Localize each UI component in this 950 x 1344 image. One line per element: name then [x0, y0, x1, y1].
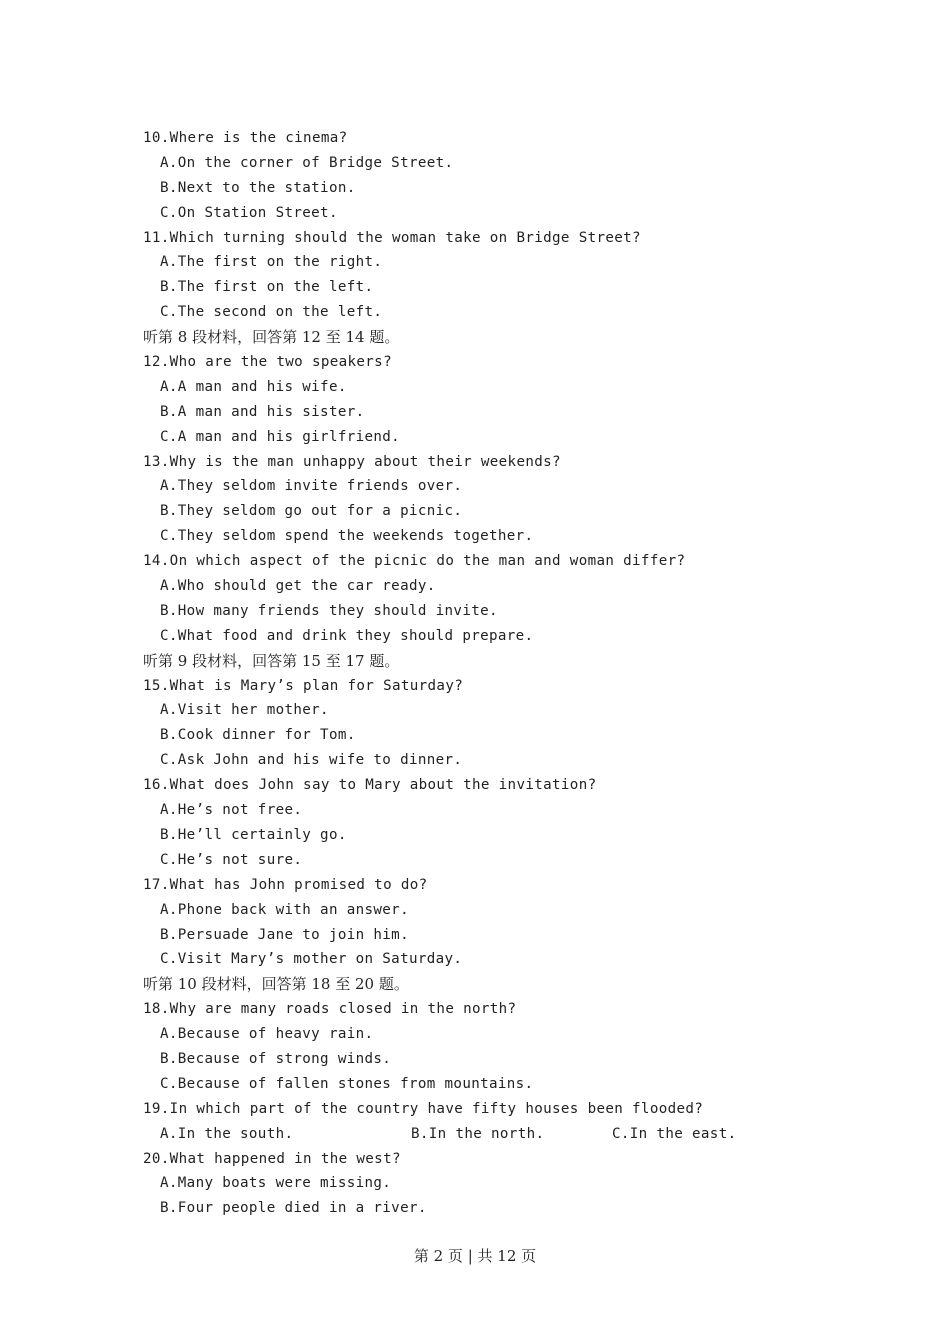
answer-option: B.How many friends they should invite.	[160, 602, 498, 619]
answer-option: A.Because of heavy rain.	[160, 1026, 374, 1043]
question-list	[143, 126, 843, 1221]
answer-option: A.A man and his wife.	[160, 378, 347, 395]
question-stem: 19.In which part of the country have fifty houses been flooded?	[143, 1100, 704, 1117]
page-footer: 第 2 页 | 共 12 页	[413, 1247, 537, 1265]
answer-option: C.A man and his girlfriend.	[160, 428, 401, 445]
question-stem: 20.What happened in the west?	[143, 1150, 401, 1167]
q19-option-a: A.In the south.	[160, 1125, 294, 1142]
answer-option: A.He’s not free.	[160, 802, 303, 819]
answer-option: C.Ask John and his wife to dinner.	[160, 752, 463, 769]
answer-option: A.The first on the right.	[160, 254, 383, 271]
section-instruction: 听第 10 段材料，回答第 18 至 20 题。	[143, 975, 409, 994]
answer-option: C.The second on the left.	[160, 304, 383, 321]
question-stem: 16.What does John say to Mary about the invitation?	[143, 777, 597, 794]
answer-option: B.A man and his sister.	[160, 403, 365, 420]
answer-option: A.On the corner of Bridge Street.	[160, 154, 454, 171]
answer-option: C.Because of fallen stones from mountains.	[160, 1075, 534, 1092]
answer-option: A.Many boats were missing.	[160, 1175, 392, 1192]
question-stem: 17.What has John promised to do?	[143, 876, 428, 893]
answer-option: A.Phone back with an answer.	[160, 901, 409, 918]
q19-option-c: C.In the east.	[612, 1125, 737, 1142]
section-instruction: 听第 8 段材料，回答第 12 至 14 题。	[143, 328, 400, 347]
question-tail	[143, 1147, 843, 1222]
answer-option: B.Next to the station.	[160, 179, 356, 196]
question-stem: 12.Who are the two speakers?	[143, 354, 392, 371]
answer-option: C.On Station Street.	[160, 204, 338, 221]
answer-option: C.He’s not sure.	[160, 851, 303, 868]
answer-option: B.Four people died in a river.	[160, 1200, 427, 1217]
answer-option: A.They seldom invite friends over.	[160, 478, 463, 495]
answer-option: B.Because of strong winds.	[160, 1050, 392, 1067]
question-stem: 13.Why is the man unhappy about their weekends?	[143, 453, 561, 470]
answer-option: C.They seldom spend the weekends together.	[160, 528, 534, 545]
question-stem: 10.Where is the cinema?	[143, 130, 348, 146]
question-stem: 14.On which aspect of the picnic do the man and woman differ?	[143, 553, 686, 570]
question-stem: 18.Why are many roads closed in the north?	[143, 1001, 517, 1018]
answer-option: A.Visit her mother.	[160, 702, 329, 719]
answer-option: A.Who should get the car ready.	[160, 578, 436, 595]
section-instruction: 听第 9 段材料，回答第 15 至 17 题。	[143, 651, 400, 670]
q19-option-b: B.In the north.	[411, 1125, 545, 1142]
answer-option: B.Cook dinner for Tom.	[160, 727, 356, 744]
q19-options-row	[160, 1122, 843, 1147]
answer-option: B.The first on the left.	[160, 279, 374, 296]
answer-option: B.Persuade Jane to join him.	[160, 926, 409, 943]
answer-option: B.He’ll certainly go.	[160, 826, 347, 843]
answer-option: C.Visit Mary’s mother on Saturday.	[160, 951, 463, 968]
question-stem: 11.Which turning should the woman take on Bridge Street?	[143, 229, 641, 246]
answer-option: B.They seldom go out for a picnic.	[160, 503, 463, 520]
question-blocks	[143, 126, 843, 1122]
question-stem: 15.What is Mary’s plan for Saturday?	[143, 677, 464, 694]
answer-option: C.What food and drink they should prepare.	[160, 627, 534, 644]
